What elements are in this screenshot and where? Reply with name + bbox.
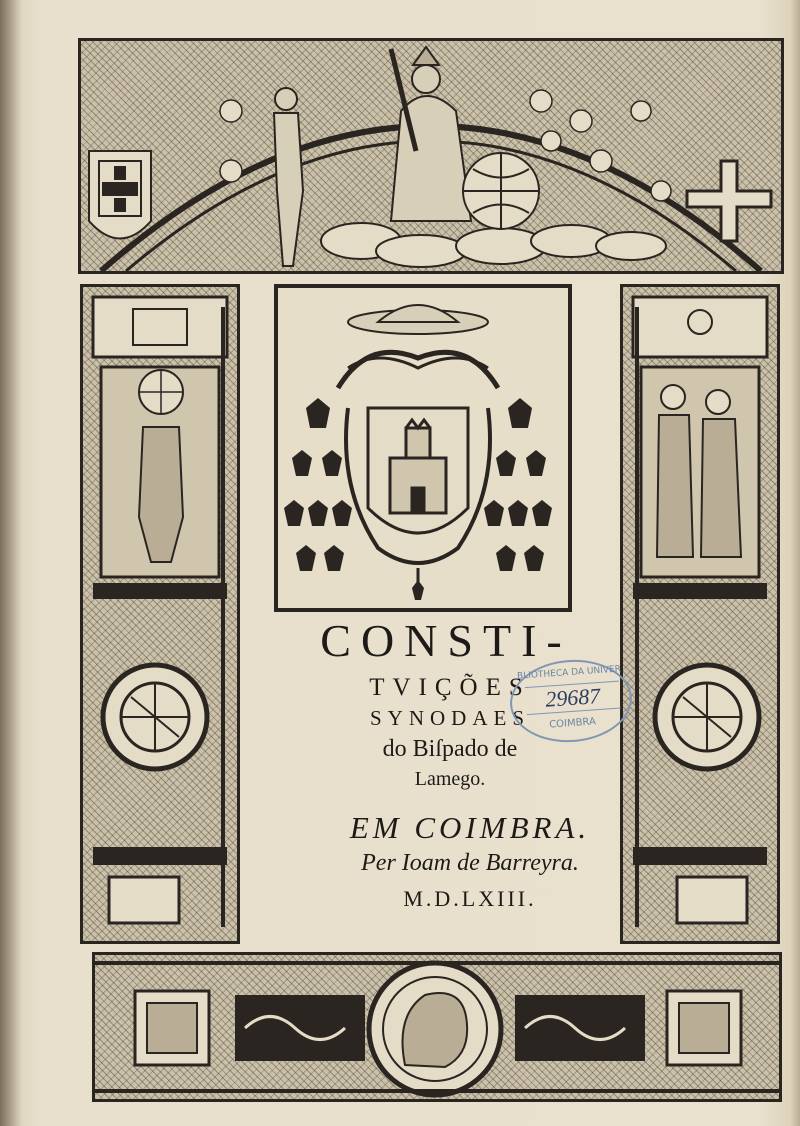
left-ornamental-column: [80, 284, 240, 944]
left-tassels-icon: [284, 398, 352, 571]
imprint-place: EM COIMBRA.: [349, 810, 591, 845]
royal-shield-icon: [89, 151, 151, 239]
episcopal-arms-illustration: [278, 288, 568, 608]
armillary-sphere-left-icon: [103, 665, 207, 769]
galero-hat-icon: [348, 305, 488, 334]
top-woodcut-panel: [78, 38, 784, 274]
order-of-christ-cross-icon: [687, 161, 771, 241]
castle-shield-icon: [368, 408, 468, 533]
stamp-bottom-text: COIMBRA: [548, 716, 597, 731]
title-line-4: do Biſpado de: [382, 736, 518, 762]
imprint-printer: Per Ioam de Barreyra.: [361, 850, 579, 876]
title-line-2: TVIÇÕES: [369, 674, 531, 701]
stamp-top-text: BLIOTHECA DA UNIVER: [516, 664, 622, 682]
bottom-panel-illustration: [95, 955, 779, 1099]
title-line-5: Lamego.: [414, 768, 486, 790]
armillary-sphere-right-icon: [655, 665, 759, 769]
medallion-portrait-icon: [369, 963, 501, 1095]
episcopal-arms-frame: [274, 284, 572, 612]
bottom-woodcut-panel: [92, 952, 782, 1102]
title-line-1: CONSTI-: [320, 615, 572, 666]
stamp-shelf-number: 29687: [525, 681, 621, 715]
spine-shadow: [0, 0, 22, 1126]
title-line-3: SYNODAES: [369, 706, 530, 730]
top-woodcut-illustration: [81, 41, 781, 271]
imprint-year: M.D.LXIII.: [403, 886, 537, 911]
right-tassels-icon: [484, 398, 552, 571]
left-column-illustration: [83, 287, 237, 941]
